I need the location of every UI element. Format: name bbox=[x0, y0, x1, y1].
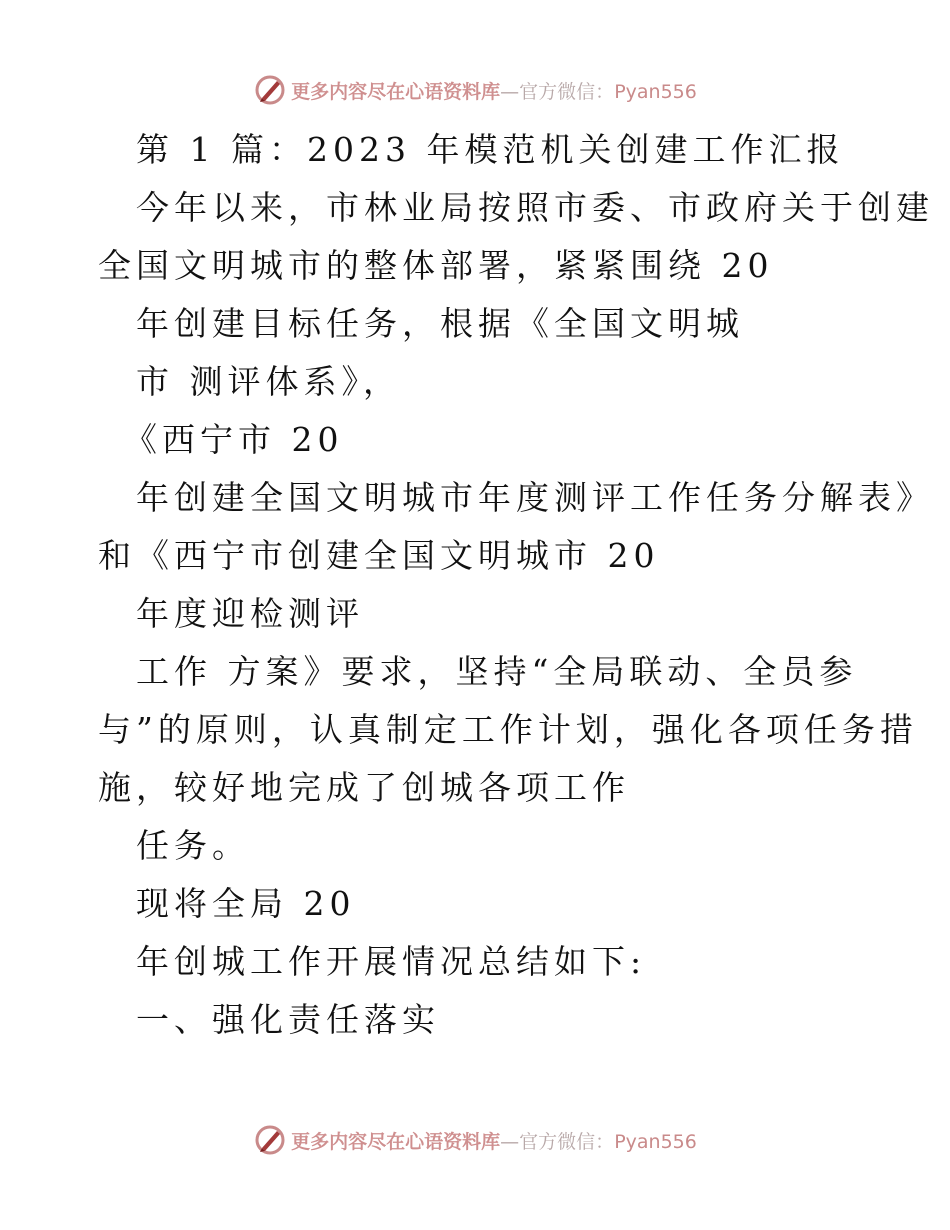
paragraph-line: 年创建目标任务，根据《全国文明城 bbox=[136, 304, 744, 343]
watermark-main: 更多内容尽在心语资料库 bbox=[291, 80, 501, 103]
document-title: 第 1 篇：2023 年模范机关创建工作汇报 bbox=[136, 130, 845, 169]
paragraph-line: 施，较好地完成了创城各项工作 bbox=[98, 768, 630, 807]
watermark-dash: — bbox=[500, 1130, 520, 1153]
paragraph-line: 任务。 bbox=[136, 826, 250, 865]
watermark-id: Pyan556 bbox=[614, 80, 697, 103]
pen-logo-icon bbox=[253, 73, 287, 107]
paragraph-line: 现将全局 20 bbox=[136, 884, 356, 923]
paragraph-line: 年创城工作开展情况总结如下: bbox=[136, 942, 647, 981]
watermark-text bbox=[291, 77, 697, 104]
paragraph-line: 《西宁市 20 bbox=[124, 420, 344, 459]
watermark-id: Pyan556 bbox=[614, 1130, 697, 1153]
watermark-dash: — bbox=[500, 80, 520, 103]
pen-logo-icon bbox=[253, 1123, 287, 1157]
section-heading: 一、强化责任落实 bbox=[136, 1000, 440, 1039]
watermark-sub: 官方微信： bbox=[519, 80, 615, 103]
paragraph-line: 年创建全国文明城市年度测评工作任务分解表》 bbox=[136, 478, 934, 517]
watermark-main: 更多内容尽在心语资料库 bbox=[291, 1130, 501, 1153]
paragraph-line: 与”的原则，认真制定工作计划，强化各项任务措 bbox=[98, 710, 918, 749]
paragraph-line: 今年以来，市林业局按照市委、市政府关于创建 bbox=[136, 188, 934, 227]
watermark-sub: 官方微信： bbox=[519, 1130, 615, 1153]
paragraph-line: 全国文明城市的整体部署，紧紧围绕 20 bbox=[98, 246, 774, 285]
footer-watermark bbox=[0, 1120, 950, 1160]
paragraph-line: 年度迎检测评 bbox=[136, 594, 364, 633]
paragraph-line: 和《西宁市创建全国文明城市 20 bbox=[98, 536, 660, 575]
paragraph-line: 市 测评体系》， bbox=[136, 362, 401, 401]
watermark-text bbox=[291, 1127, 697, 1154]
paragraph-line: 工作 方案》要求，坚持“全局联动、全员参 bbox=[136, 652, 858, 691]
header-watermark bbox=[0, 70, 950, 110]
